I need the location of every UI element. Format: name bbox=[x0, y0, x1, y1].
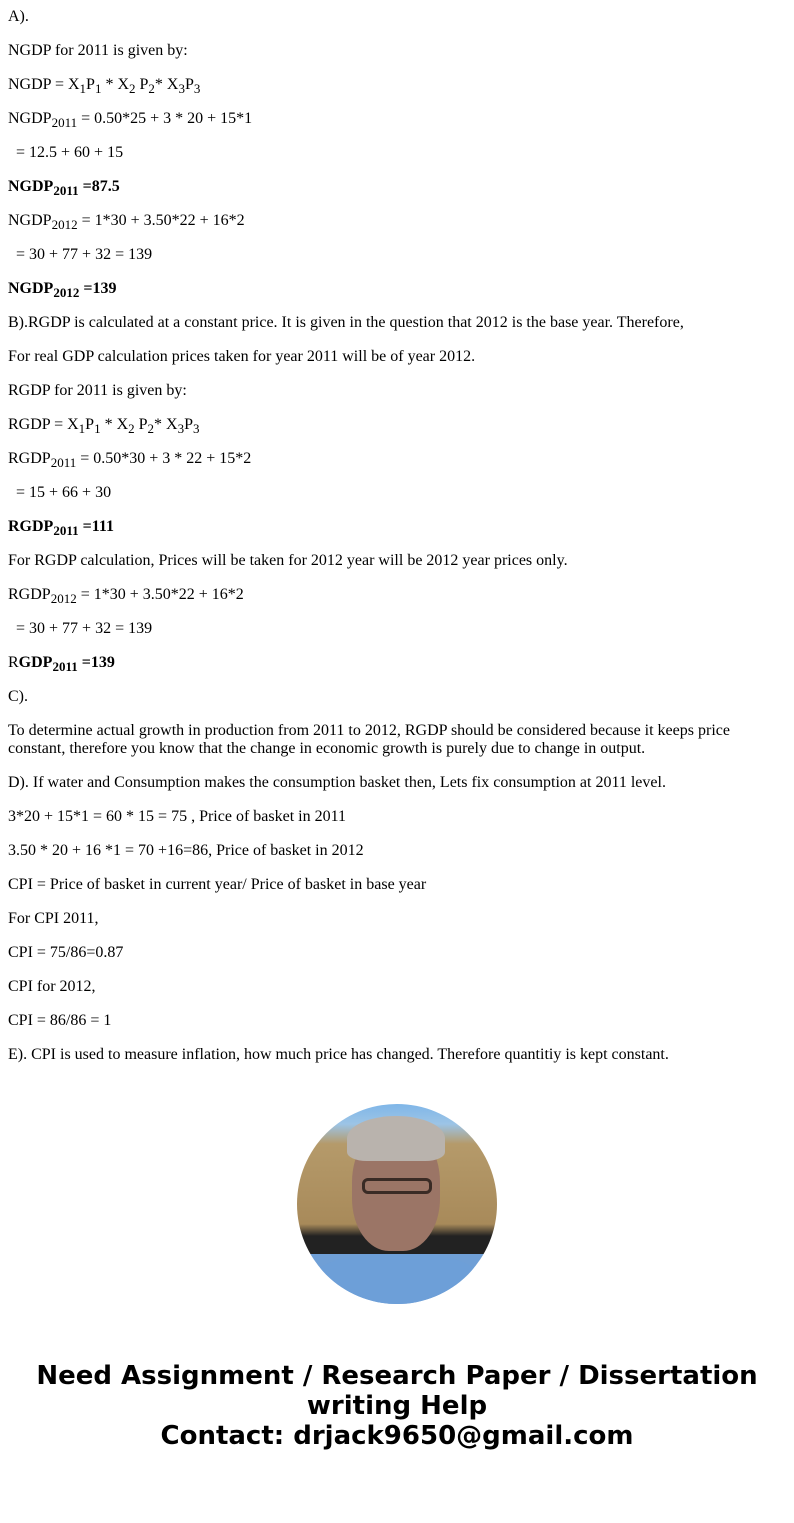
text-segment: For real GDP calculation prices taken for year 2011 will be of year 2012. bbox=[8, 348, 476, 365]
photo-hair bbox=[347, 1116, 445, 1161]
subscript: 1 bbox=[94, 421, 101, 436]
paragraph bbox=[8, 518, 786, 536]
subscript: 2 bbox=[129, 81, 136, 96]
paragraph bbox=[8, 722, 786, 758]
text-segment: =139 bbox=[77, 654, 115, 671]
text-segment: RGDP for 2011 is given by: bbox=[8, 382, 187, 399]
text-segment: P bbox=[184, 416, 194, 433]
text-segment: To determine actual growth in production from 2011 to 2012, RGDP should be considered because it keeps price constant, therefore you know that the change in economic growth is purely due to change in output. bbox=[8, 722, 730, 757]
paragraph bbox=[8, 586, 786, 604]
paragraph bbox=[8, 110, 786, 128]
subscript: 2011 bbox=[53, 523, 79, 538]
paragraph bbox=[8, 416, 786, 434]
text-segment: P bbox=[184, 76, 194, 93]
text-segment: NGDP bbox=[8, 212, 52, 229]
paragraph bbox=[8, 76, 786, 94]
text-segment: * X bbox=[100, 416, 129, 433]
paragraph bbox=[8, 484, 786, 502]
text-segment: =111 bbox=[78, 518, 114, 535]
text-segment: CPI = 75/86=0.87 bbox=[8, 944, 124, 961]
paragraph bbox=[8, 144, 786, 162]
text-segment: * X bbox=[101, 76, 130, 93]
subscript: 3 bbox=[193, 81, 201, 96]
paragraph bbox=[8, 280, 786, 298]
text-segment: RGDP bbox=[8, 586, 51, 603]
text-segment: E). CPI is used to measure inflation, how much price has changed. Therefore quantitiy is kept constant. bbox=[8, 1046, 669, 1063]
author-photo-container bbox=[8, 1104, 786, 1309]
text-segment: CPI for 2012, bbox=[8, 978, 96, 995]
paragraph bbox=[8, 842, 786, 860]
paragraph bbox=[8, 8, 786, 26]
paragraph bbox=[8, 212, 786, 230]
text-segment: = 12.5 + 60 + 15 bbox=[8, 144, 124, 161]
subscript: 2011 bbox=[53, 183, 79, 198]
paragraph bbox=[8, 876, 786, 894]
text-segment: = 0.50*30 + 3 * 22 + 15*2 bbox=[76, 450, 252, 467]
paragraph bbox=[8, 774, 786, 792]
text-segment: R bbox=[8, 654, 19, 671]
photo-shirt bbox=[307, 1254, 487, 1304]
subscript: 2012 bbox=[50, 591, 77, 606]
text-segment: * X bbox=[154, 76, 179, 93]
paragraph bbox=[8, 178, 786, 196]
paragraph bbox=[8, 450, 786, 468]
text-segment: GDP bbox=[18, 654, 53, 671]
subscript: 2 bbox=[148, 81, 155, 96]
subscript: 1 bbox=[79, 81, 87, 96]
text-segment: = 30 + 77 + 32 = 139 bbox=[8, 246, 153, 263]
text-segment: NGDP bbox=[8, 280, 54, 297]
subscript: 3 bbox=[178, 81, 185, 96]
paragraph bbox=[8, 348, 786, 366]
text-segment: P bbox=[135, 76, 149, 93]
subscript: 2011 bbox=[50, 455, 77, 470]
text-segment: C). bbox=[8, 688, 28, 705]
text-segment: = 30 + 77 + 32 = 139 bbox=[8, 620, 153, 637]
subscript: 2 bbox=[128, 421, 135, 436]
subscript: 2 bbox=[147, 421, 155, 436]
text-segment: CPI = Price of basket in current year/ Price of basket in base year bbox=[8, 876, 427, 893]
contact-footer bbox=[8, 1361, 786, 1451]
paragraph bbox=[8, 808, 786, 826]
text-segment: = 1*30 + 3.50*22 + 16*2 bbox=[76, 586, 244, 603]
text-segment: 3*20 + 15*1 = 60 * 15 = 75 , Price of basket in 2011 bbox=[8, 808, 346, 825]
text-segment: NGDP = X bbox=[8, 76, 80, 93]
paragraph bbox=[8, 552, 786, 570]
subscript: 2012 bbox=[53, 285, 80, 300]
text-segment: CPI = 86/86 = 1 bbox=[8, 1012, 112, 1029]
footer-line-2: writing Help bbox=[306, 1391, 488, 1421]
text-segment: NGDP bbox=[8, 178, 54, 195]
text-segment: 3.50 * 20 + 16 *1 = 70 +16=86, Price of basket in 2012 bbox=[8, 842, 364, 859]
text-segment: = 15 + 66 + 30 bbox=[8, 484, 112, 501]
paragraph bbox=[8, 314, 786, 332]
footer-line-1: Need Assignment / Research Paper / Dissertation bbox=[36, 1361, 758, 1391]
text-segment: * X bbox=[154, 416, 178, 433]
text-segment: P bbox=[85, 416, 95, 433]
footer-line-3: Contact: drjack9650@gmail.com bbox=[160, 1421, 634, 1451]
subscript: 2012 bbox=[51, 217, 78, 232]
text-segment: = 0.50*25 + 3 * 20 + 15*1 bbox=[77, 110, 253, 127]
paragraph bbox=[8, 944, 786, 962]
paragraph bbox=[8, 654, 786, 672]
text-segment: P bbox=[86, 76, 95, 93]
text-segment: D). If water and Consumption makes the consumption basket then, Lets fix consumption at 2011 level. bbox=[8, 774, 666, 791]
paragraph bbox=[8, 1046, 786, 1064]
text-segment: B).RGDP is calculated at a constant price. It is given in the question that 2012 is the base year. Therefore, bbox=[8, 314, 684, 331]
text-segment: =139 bbox=[79, 280, 117, 297]
subscript: 3 bbox=[177, 421, 185, 436]
subscript: 1 bbox=[94, 81, 102, 96]
subscript: 1 bbox=[78, 421, 86, 436]
text-segment: A). bbox=[8, 8, 29, 25]
text-segment: RGDP bbox=[8, 450, 51, 467]
paragraph bbox=[8, 978, 786, 996]
answer-document bbox=[8, 8, 786, 1064]
text-segment: P bbox=[134, 416, 148, 433]
photo-glasses bbox=[362, 1178, 432, 1194]
paragraph bbox=[8, 910, 786, 928]
text-segment: RGDP = X bbox=[8, 416, 79, 433]
author-photo bbox=[297, 1104, 497, 1304]
text-segment: =87.5 bbox=[78, 178, 120, 195]
text-segment: RGDP bbox=[8, 518, 54, 535]
paragraph bbox=[8, 688, 786, 706]
paragraph bbox=[8, 42, 786, 60]
paragraph bbox=[8, 1012, 786, 1030]
paragraph bbox=[8, 246, 786, 264]
text-segment: NGDP bbox=[8, 110, 52, 127]
text-segment: NGDP for 2011 is given by: bbox=[8, 42, 188, 59]
subscript: 3 bbox=[193, 421, 200, 436]
paragraph bbox=[8, 620, 786, 638]
text-segment: = 1*30 + 3.50*22 + 16*2 bbox=[77, 212, 245, 229]
text-segment: For CPI 2011, bbox=[8, 910, 99, 927]
subscript: 2011 bbox=[51, 115, 78, 130]
text-segment: For RGDP calculation, Prices will be taken for 2012 year will be 2012 year prices only. bbox=[8, 552, 568, 569]
subscript: 2011 bbox=[52, 659, 78, 674]
paragraph bbox=[8, 382, 786, 400]
